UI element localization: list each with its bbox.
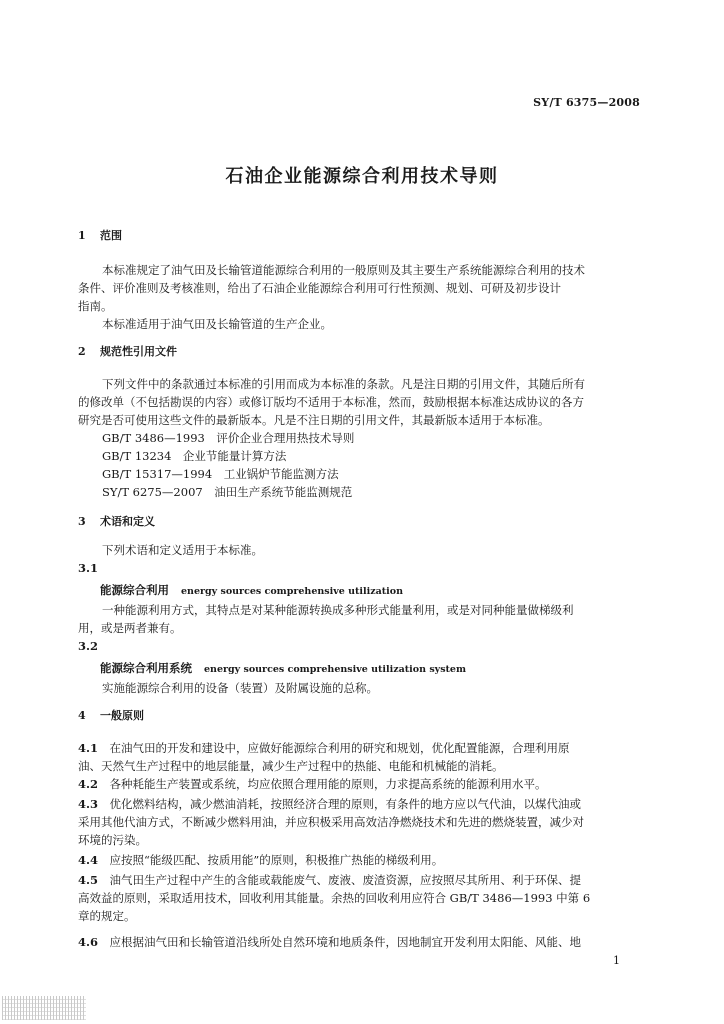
section-number: 3: [78, 515, 86, 528]
clause-number: 4.4: [78, 853, 99, 867]
section-number: 2: [78, 345, 86, 358]
scan-smudge: [2, 996, 86, 1020]
paragraph-line: 实施能源综合利用的设备（装置）及附属设施的总称。: [102, 681, 378, 695]
term-english: energy sources comprehensive utilization: [181, 586, 404, 597]
section-heading-text: 一般原则: [100, 709, 144, 722]
clause-text: 油气田生产过程中产生的含能或载能废气、废液、废渣资源，应按照尽其所用、利于环保、提: [109, 873, 582, 887]
term-number: 3.1: [78, 561, 99, 575]
section-2-heading: [78, 344, 644, 360]
paragraph-line: 下列文件中的条款通过本标准的引用而成为本标准的条款。凡是注日期的引用文件，其随后所有: [102, 377, 585, 391]
paragraph-line: 指南。: [78, 299, 113, 313]
page-title: 石油企业能源综合利用技术导则: [225, 166, 499, 187]
paragraph-line: 用，或是两者兼有。: [78, 621, 182, 635]
section-4-heading: [78, 708, 644, 724]
paragraph-line: 的修改单（不包括勘误的内容）或修订版均不适用于本标准，然而，鼓励根据本标准达成协议的各方: [78, 395, 584, 409]
term-english: energy sources comprehensive utilization system: [204, 664, 467, 675]
term-number: 3.2: [78, 639, 99, 653]
clause-line: [78, 776, 644, 792]
term-line: [100, 660, 666, 678]
paragraph-line: 油、天然气生产过程中的地层能量，减少生产过程中的热能、电能和机械能的消耗。: [78, 759, 504, 773]
section-heading-text: 规范性引用文件: [100, 345, 177, 358]
reference-item: GB/T 15317—1994 工业锅炉节能监测方法: [102, 467, 339, 481]
clause-line: [78, 740, 644, 756]
clause-line: [78, 796, 644, 812]
clause-text: 应根据油气田和长输管道沿线所处自然环境和地质条件，因地制宜开发利用太阳能、风能、地: [109, 935, 582, 949]
section-3-heading: [78, 514, 644, 530]
paragraph-line: 采用其他代油方式，不断减少燃料用油，并应积极采用高效洁净燃烧技术和先进的燃烧装置，减少对: [78, 815, 584, 829]
term-line: [100, 582, 666, 600]
term-name: 能源综合利用系统: [100, 661, 192, 675]
reference-item: GB/T 3486—1993 评价企业合理用热技术导则: [102, 431, 355, 445]
clause-text: 各种耗能生产装置或系统，均应依照合理用能的原则，力求提高系统的能源利用水平。: [109, 777, 547, 791]
section-1-heading: [78, 228, 644, 244]
paragraph-line: 下列术语和定义适用于本标准。: [102, 543, 263, 557]
standard-code: SY/T 6375—2008: [533, 96, 640, 109]
clause-number: 4.3: [78, 797, 99, 811]
clause-number: 4.2: [78, 777, 99, 791]
paragraph-line: 条件、评价准则及考核准则，给出了石油企业能源综合利用可行性预测、规划、可研及初步设计: [78, 281, 561, 295]
page-number: 1: [613, 954, 620, 967]
section-heading-text: 术语和定义: [100, 515, 155, 528]
clause-line: [78, 872, 644, 888]
clause-line: [78, 852, 644, 868]
clause-text: 在油气田的开发和建设中，应做好能源综合利用的研究和规划，优化配置能源，合理利用原: [109, 741, 570, 755]
reference-item: SY/T 6275—2007 油田生产系统节能监测规范: [102, 485, 353, 499]
clause-number: 4.1: [78, 741, 99, 755]
paragraph-line: 本标准规定了油气田及长输管道能源综合利用的一般原则及其主要生产系统能源综合利用的技术: [102, 263, 585, 277]
term-name: 能源综合利用: [100, 583, 169, 597]
paragraph-line: 本标准适用于油气田及长输管道的生产企业。: [102, 317, 332, 331]
paragraph-line: 一种能源利用方式，其特点是对某种能源转换成多种形式能量利用，或是对同种能量做梯级利: [102, 603, 574, 617]
section-heading-text: 范围: [100, 229, 122, 242]
section-number: 4: [78, 709, 86, 722]
paragraph-line: 研究是否可使用这些文件的最新版本。凡是不注日期的引用文件，其最新版本适用于本标准。: [78, 413, 550, 427]
clause-text: 应按照“能级匹配、按质用能”的原则，积极推广热能的梯级利用。: [109, 853, 444, 867]
clause-number: 4.5: [78, 873, 99, 887]
clause-text: 优化燃料结构，减少燃油消耗，按照经济合理的原则，有条件的地方应以气代油，以煤代油或: [109, 797, 582, 811]
clause-line: [78, 934, 644, 950]
paragraph-line: 环境的污染。: [78, 833, 147, 847]
paragraph-line: 高效益的原则，采取适用技术，回收利用其能量。余热的回收利用应符合 GB/T 3486—1993 中第 6: [78, 891, 591, 905]
reference-item: GB/T 13234 企业节能量计算方法: [102, 449, 287, 463]
section-number: 1: [78, 229, 86, 242]
clause-number: 4.6: [78, 935, 99, 949]
paragraph-line: 章的规定。: [78, 909, 136, 923]
